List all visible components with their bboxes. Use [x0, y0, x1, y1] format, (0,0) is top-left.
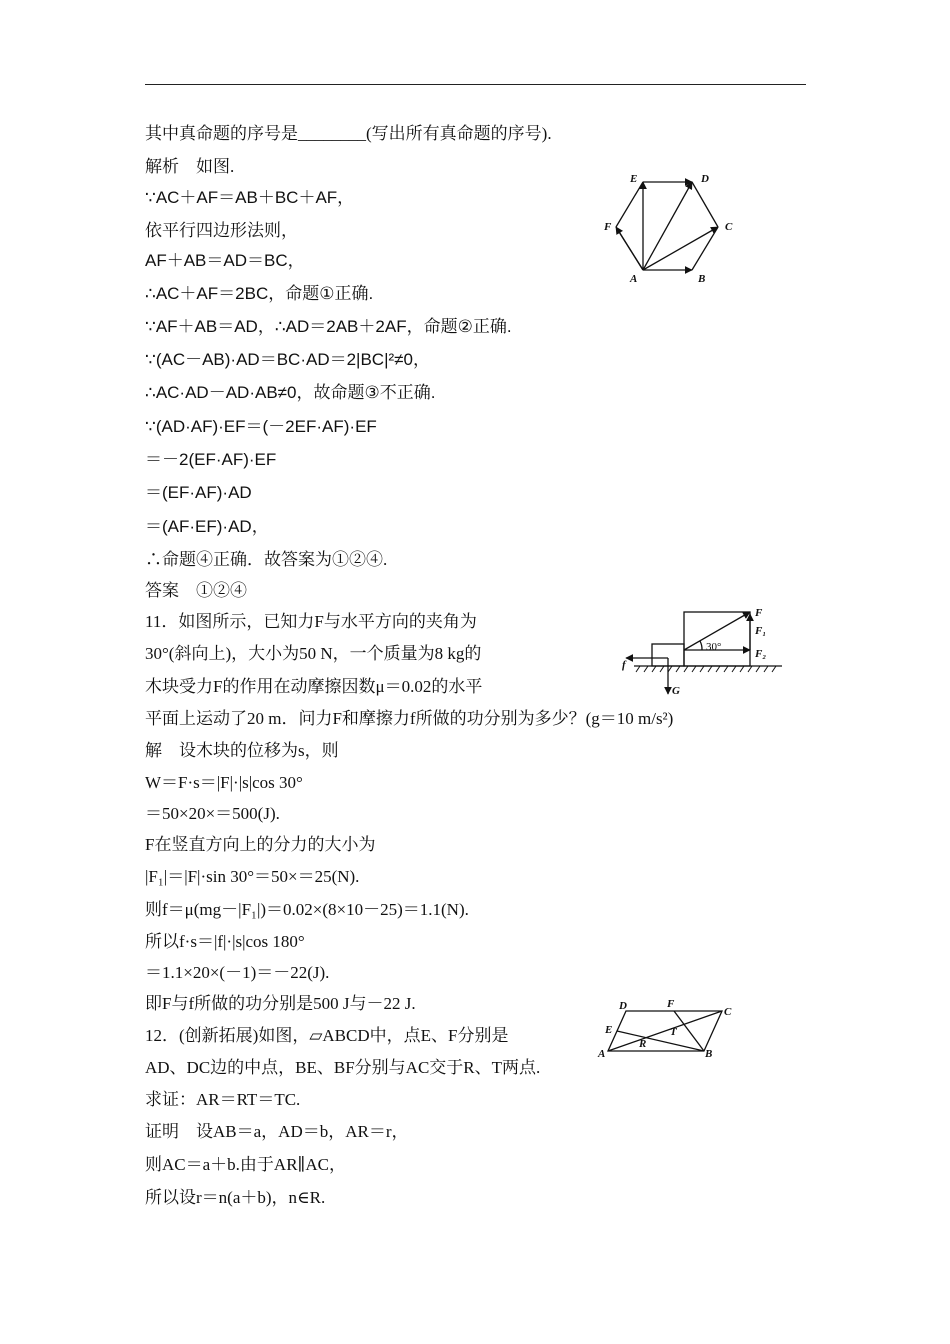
solution-11-line-4: F在竖直方向上的分力的大小为 [145, 835, 376, 854]
solution-11-line-3: ＝50×20×＝500(J). [145, 804, 280, 823]
text-line-2: 解析 如图. [145, 157, 235, 176]
hexagon-figure [598, 168, 746, 288]
solution-11-line-2: W＝F·s＝|F|·|s|cos 30° [145, 773, 303, 792]
text-line-11: ＝－2(EF·AF)·EF [145, 450, 277, 469]
solution-11-line-6: 则f＝μ(mg－|F₁|)＝0.02×(8×10－25)＝1.1(N). [145, 900, 469, 919]
hex-label-f: F [604, 221, 612, 233]
para-label-f: F [667, 998, 675, 1010]
force-angle-label: 30° [706, 641, 722, 653]
text-line-4: 依平行四边形法则， [145, 221, 298, 240]
solution-11-line-9: 即F与f所做的功分别是500 J与－22 J. [145, 994, 416, 1013]
hex-label-c: C [725, 221, 733, 233]
solution-11-line-8: ＝1.1×20×(－1)＝－22(J). [145, 963, 330, 982]
text-line-13: ＝(AF·EF)·AD， [145, 517, 269, 536]
hex-label-a: A [630, 273, 638, 285]
force-diagram [612, 602, 792, 698]
para-label-r: R [639, 1038, 647, 1050]
force-label-f1: F₁ [755, 625, 767, 637]
solution-11-line-5: |F₁|＝|F|·sin 30°＝50×＝25(N). [145, 867, 360, 886]
hex-label-d: D [701, 173, 709, 185]
text-line-9: ∴AC·AD－AD·AB≠0，故命题③不正确. [145, 383, 436, 402]
force-label-gravity: G [672, 685, 680, 697]
problem-12-line-2: AD、DC边的中点，BE、BF分别与AC交于R、T两点. [145, 1058, 541, 1077]
para-label-b: B [705, 1048, 713, 1060]
text-line-14: ∴命题④正确．故答案为①②④. [145, 550, 388, 569]
para-label-a: A [598, 1048, 606, 1060]
text-line-8: ∵(AC－AB)·AD＝BC·AD＝2|BC|²≠0， [145, 350, 430, 369]
text-line-10: ∵(AD·AF)·EF＝(－2EF·AF)·EF [145, 417, 377, 436]
para-label-c: C [724, 1006, 732, 1018]
header-rule [145, 84, 806, 85]
solution-11-line-7: 所以f·s＝|f|·|s|cos 180° [145, 932, 305, 951]
text-line-12: ＝(EF·AF)·AD [145, 483, 252, 502]
problem-11-line-4: 平面上运动了20 m．问力F和摩擦力f所做的功分别为多少？(g＝10 m/s²) [145, 709, 674, 728]
proof-line-3: 所以设r＝n(a＋b)，n∈R. [145, 1188, 326, 1207]
force-label-friction: f [622, 659, 626, 671]
parallelogram-figure [594, 995, 739, 1065]
para-label-t: T [670, 1026, 677, 1038]
text-line-1: 其中真命题的序号是________(写出所有真命题的序号). [145, 124, 552, 143]
proof-line-1: 证明 设AB＝a，AD＝b，AR＝r， [145, 1122, 409, 1141]
problem-11-line-1: 11．如图所示，已知力F与水平方向的夹角为 [145, 612, 477, 631]
proof-line-2: 则AC＝a＋b.由于AR∥AC， [145, 1155, 346, 1174]
text-line-5: AF＋AB＝AD＝BC， [145, 251, 305, 270]
text-line-6: ∴AC＋AF＝2BC，命题①正确. [145, 284, 374, 303]
text-line-3: ∵AC＋AF＝AB＋BC＋AF， [145, 188, 355, 207]
hex-label-e: E [630, 173, 638, 185]
problem-11-line-3: 木块受力F的作用在动摩擦因数μ＝0.02的水平 [145, 677, 483, 696]
force-label-f: F [755, 607, 763, 619]
para-label-d: D [619, 1000, 627, 1012]
hex-label-b: B [698, 273, 706, 285]
problem-11-line-2: 30°(斜向上)，大小为50 N，一个质量为8 kg的 [145, 644, 482, 663]
problem-12-line-3: 求证：AR＝RT＝TC. [145, 1090, 301, 1109]
para-label-e: E [605, 1024, 613, 1036]
force-label-f2: F₂ [755, 648, 767, 660]
solution-11-line-1: 解 设木块的位移为s，则 [145, 741, 339, 760]
answer-line: 答案 ①②④ [145, 581, 247, 600]
problem-12-line-1: 12．(创新拓展)如图，▱ABCD中，点E、F分别是 [145, 1026, 509, 1045]
text-line-7: ∵AF＋AB＝AD，∴AD＝2AB＋2AF，命题②正确. [145, 317, 512, 336]
